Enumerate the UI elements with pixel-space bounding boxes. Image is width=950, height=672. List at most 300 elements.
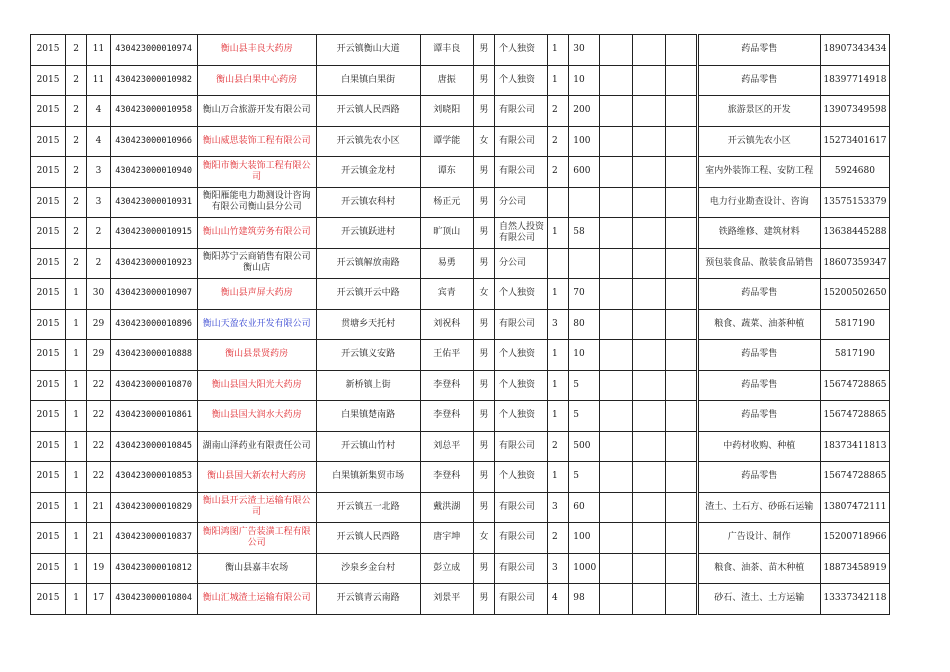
company-name-cell: 衡阳雁能电力勘测设计咨询有限公司衡山县分公司: [197, 187, 316, 218]
year-cell: 2015: [31, 35, 66, 66]
business-scope-cell: 预包装食品、散装食品销售: [697, 248, 820, 279]
company-name-cell: 衡山山竹建筑劳务有限公司: [197, 218, 316, 249]
capital-cell: 98: [569, 584, 600, 615]
phone-cell: 13575153379: [820, 187, 889, 218]
table-row: [31, 340, 890, 371]
table-row: [31, 370, 890, 401]
address-cell: 开云镇五一北路: [316, 492, 420, 523]
company-type-cell: 有限公司: [494, 584, 547, 615]
table-row: [31, 187, 890, 218]
table-row: [31, 126, 890, 157]
capital-cell: 10: [569, 65, 600, 96]
company-type-cell: 有限公司: [494, 553, 547, 584]
reg-number-cell: 430423000010853: [110, 462, 197, 493]
business-scope-cell: 粮食、蔬菜、油茶种植: [697, 309, 820, 340]
phone-cell: 18373411813: [820, 431, 889, 462]
capital-cell: 5: [569, 462, 600, 493]
legal-person-cell: 刘晓阳: [420, 96, 473, 127]
day-cell: 2: [87, 248, 110, 279]
phone-cell: 15273401617: [820, 126, 889, 157]
day-cell: 22: [87, 401, 110, 432]
company-type-cell: 分公司: [494, 248, 547, 279]
legal-person-cell: 李登科: [420, 401, 473, 432]
day-cell: 17: [87, 584, 110, 615]
company-name-cell: 衡山县声屏大药房: [197, 279, 316, 310]
business-scope-cell: 药品零售: [697, 401, 820, 432]
capital-cell: 600: [569, 157, 600, 188]
month-cell: 1: [66, 279, 87, 310]
company-name-cell: 衡山县开云渣土运输有限公司: [197, 492, 316, 523]
business-scope-cell: 渣土、土石方、砂砾石运输: [697, 492, 820, 523]
gender-cell: 男: [473, 492, 494, 523]
year-cell: 2015: [31, 523, 66, 554]
day-cell: 19: [87, 553, 110, 584]
reg-number-cell: 430423000010958: [110, 96, 197, 127]
day-cell: 29: [87, 340, 110, 371]
staff-count-cell: [548, 248, 569, 279]
year-cell: 2015: [31, 340, 66, 371]
table-row: [31, 584, 890, 615]
blank-1-cell: [600, 340, 633, 371]
phone-cell: 13337342118: [820, 584, 889, 615]
company-type-cell: 分公司: [494, 187, 547, 218]
staff-count-cell: 2: [548, 157, 569, 188]
blank-3-cell: [665, 309, 697, 340]
blank-3-cell: [665, 65, 697, 96]
table-row: [31, 431, 890, 462]
address-cell: 新桥镇上街: [316, 370, 420, 401]
legal-person-cell: 谭学能: [420, 126, 473, 157]
blank-3-cell: [665, 96, 697, 127]
blank-3-cell: [665, 401, 697, 432]
blank-1-cell: [600, 523, 633, 554]
staff-count-cell: 1: [548, 35, 569, 66]
blank-3-cell: [665, 157, 697, 188]
staff-count-cell: [548, 187, 569, 218]
blank-3-cell: [665, 523, 697, 554]
blank-2-cell: [632, 157, 665, 188]
blank-2-cell: [632, 65, 665, 96]
legal-person-cell: 杨正元: [420, 187, 473, 218]
phone-cell: 13907349598: [820, 96, 889, 127]
legal-person-cell: 刘景平: [420, 584, 473, 615]
month-cell: 1: [66, 523, 87, 554]
blank-1-cell: [600, 462, 633, 493]
blank-3-cell: [665, 35, 697, 66]
legal-person-cell: 谭东: [420, 157, 473, 188]
blank-2-cell: [632, 523, 665, 554]
staff-count-cell: 1: [548, 370, 569, 401]
reg-number-cell: 430423000010931: [110, 187, 197, 218]
company-type-cell: 有限公司: [494, 492, 547, 523]
company-name-cell: 衡山县白果中心药房: [197, 65, 316, 96]
table-row: [31, 218, 890, 249]
year-cell: 2015: [31, 370, 66, 401]
blank-2-cell: [632, 218, 665, 249]
staff-count-cell: 3: [548, 492, 569, 523]
blank-1-cell: [600, 96, 633, 127]
company-type-cell: 个人独资: [494, 340, 547, 371]
staff-count-cell: 3: [548, 309, 569, 340]
blank-3-cell: [665, 431, 697, 462]
phone-cell: 15674728865: [820, 370, 889, 401]
phone-cell: 15200718966: [820, 523, 889, 554]
business-scope-cell: 电力行业勘查设计、咨询: [697, 187, 820, 218]
blank-2-cell: [632, 431, 665, 462]
reg-number-cell: 430423000010974: [110, 35, 197, 66]
staff-count-cell: 4: [548, 584, 569, 615]
day-cell: 21: [87, 492, 110, 523]
day-cell: 11: [87, 65, 110, 96]
table-body: [31, 35, 890, 615]
capital-cell: 100: [569, 126, 600, 157]
blank-2-cell: [632, 279, 665, 310]
year-cell: 2015: [31, 126, 66, 157]
blank-3-cell: [665, 584, 697, 615]
business-scope-cell: 室内外装饰工程、安防工程: [697, 157, 820, 188]
legal-person-cell: 刘祝科: [420, 309, 473, 340]
gender-cell: 男: [473, 553, 494, 584]
gender-cell: 男: [473, 401, 494, 432]
year-cell: 2015: [31, 248, 66, 279]
blank-3-cell: [665, 462, 697, 493]
table-row: [31, 157, 890, 188]
year-cell: 2015: [31, 431, 66, 462]
blank-3-cell: [665, 126, 697, 157]
company-name-cell: 衡山天盈农业开发有限公司: [197, 309, 316, 340]
blank-1-cell: [600, 35, 633, 66]
gender-cell: 男: [473, 248, 494, 279]
address-cell: 白果镇白果街: [316, 65, 420, 96]
year-cell: 2015: [31, 65, 66, 96]
phone-cell: 5924680: [820, 157, 889, 188]
month-cell: 1: [66, 309, 87, 340]
staff-count-cell: 3: [548, 553, 569, 584]
blank-1-cell: [600, 157, 633, 188]
month-cell: 1: [66, 431, 87, 462]
address-cell: 沙泉乡金台村: [316, 553, 420, 584]
day-cell: 4: [87, 96, 110, 127]
staff-count-cell: 2: [548, 523, 569, 554]
phone-cell: 5817190: [820, 309, 889, 340]
day-cell: 4: [87, 126, 110, 157]
phone-cell: 13807472111: [820, 492, 889, 523]
capital-cell: 500: [569, 431, 600, 462]
company-name-cell: 衡阳鸿图广告装潢工程有限公司: [197, 523, 316, 554]
year-cell: 2015: [31, 462, 66, 493]
company-name-cell: 衡山县景贤药房: [197, 340, 316, 371]
gender-cell: 男: [473, 157, 494, 188]
staff-count-cell: 2: [548, 431, 569, 462]
table-row: [31, 523, 890, 554]
table-row: [31, 309, 890, 340]
month-cell: 2: [66, 126, 87, 157]
phone-cell: 18397714918: [820, 65, 889, 96]
phone-cell: 15674728865: [820, 462, 889, 493]
blank-3-cell: [665, 187, 697, 218]
blank-1-cell: [600, 65, 633, 96]
phone-cell: 15674728865: [820, 401, 889, 432]
gender-cell: 男: [473, 96, 494, 127]
blank-1-cell: [600, 431, 633, 462]
day-cell: 22: [87, 431, 110, 462]
staff-count-cell: 2: [548, 126, 569, 157]
day-cell: 11: [87, 35, 110, 66]
blank-1-cell: [600, 279, 633, 310]
address-cell: 白果镇新集贸市场: [316, 462, 420, 493]
business-scope-cell: 砂石、渣土、土方运输: [697, 584, 820, 615]
company-type-cell: 个人独资: [494, 279, 547, 310]
day-cell: 30: [87, 279, 110, 310]
blank-1-cell: [600, 401, 633, 432]
blank-2-cell: [632, 35, 665, 66]
company-name-cell: 衡山县国大润水大药房: [197, 401, 316, 432]
gender-cell: 男: [473, 584, 494, 615]
company-name-cell: 衡山县国大阳光大药房: [197, 370, 316, 401]
address-cell: 贯塘乡天托村: [316, 309, 420, 340]
staff-count-cell: 1: [548, 401, 569, 432]
blank-1-cell: [600, 492, 633, 523]
address-cell: 开云镇开云中路: [316, 279, 420, 310]
reg-number-cell: 430423000010896: [110, 309, 197, 340]
blank-2-cell: [632, 584, 665, 615]
capital-cell: [569, 248, 600, 279]
table-row: [31, 401, 890, 432]
company-type-cell: 有限公司: [494, 309, 547, 340]
reg-number-cell: 430423000010812: [110, 553, 197, 584]
address-cell: 开云镇农科村: [316, 187, 420, 218]
month-cell: 1: [66, 462, 87, 493]
blank-2-cell: [632, 340, 665, 371]
phone-cell: 18907343434: [820, 35, 889, 66]
blank-2-cell: [632, 553, 665, 584]
month-cell: 1: [66, 553, 87, 584]
company-type-cell: 个人独资: [494, 35, 547, 66]
blank-3-cell: [665, 553, 697, 584]
year-cell: 2015: [31, 401, 66, 432]
blank-2-cell: [632, 401, 665, 432]
blank-3-cell: [665, 218, 697, 249]
staff-count-cell: 1: [548, 218, 569, 249]
blank-3-cell: [665, 370, 697, 401]
year-cell: 2015: [31, 96, 66, 127]
blank-3-cell: [665, 340, 697, 371]
table-row: [31, 553, 890, 584]
address-cell: 开云镇金龙村: [316, 157, 420, 188]
gender-cell: 男: [473, 218, 494, 249]
legal-person-cell: 李登科: [420, 462, 473, 493]
business-scope-cell: 铁路维修、建筑材料: [697, 218, 820, 249]
year-cell: 2015: [31, 157, 66, 188]
business-scope-cell: 药品零售: [697, 370, 820, 401]
legal-person-cell: 唐振: [420, 65, 473, 96]
capital-cell: 5: [569, 370, 600, 401]
staff-count-cell: 2: [548, 96, 569, 127]
month-cell: 2: [66, 187, 87, 218]
phone-cell: 15200502650: [820, 279, 889, 310]
year-cell: 2015: [31, 492, 66, 523]
day-cell: 29: [87, 309, 110, 340]
company-name-cell: 衡阳苏宁云商销售有限公司衡山店: [197, 248, 316, 279]
reg-number-cell: 430423000010804: [110, 584, 197, 615]
capital-cell: 70: [569, 279, 600, 310]
blank-2-cell: [632, 492, 665, 523]
legal-person-cell: 王佑平: [420, 340, 473, 371]
year-cell: 2015: [31, 218, 66, 249]
reg-number-cell: 430423000010829: [110, 492, 197, 523]
address-cell: 开云镇跃进村: [316, 218, 420, 249]
business-scope-cell: 药品零售: [697, 340, 820, 371]
staff-count-cell: 1: [548, 462, 569, 493]
business-scope-cell: 药品零售: [697, 35, 820, 66]
business-scope-cell: 开云镇先农小区: [697, 126, 820, 157]
table-row: [31, 96, 890, 127]
reg-number-cell: 430423000010915: [110, 218, 197, 249]
year-cell: 2015: [31, 553, 66, 584]
blank-2-cell: [632, 96, 665, 127]
reg-number-cell: 430423000010845: [110, 431, 197, 462]
table-row: [31, 462, 890, 493]
table-row: [31, 35, 890, 66]
month-cell: 2: [66, 65, 87, 96]
blank-1-cell: [600, 218, 633, 249]
capital-cell: 60: [569, 492, 600, 523]
reg-number-cell: 430423000010966: [110, 126, 197, 157]
address-cell: 开云镇青云南路: [316, 584, 420, 615]
blank-2-cell: [632, 126, 665, 157]
legal-person-cell: 唐宇坤: [420, 523, 473, 554]
reg-number-cell: 430423000010861: [110, 401, 197, 432]
capital-cell: 100: [569, 523, 600, 554]
legal-person-cell: 刘总平: [420, 431, 473, 462]
capital-cell: 10: [569, 340, 600, 371]
blank-1-cell: [600, 126, 633, 157]
reg-number-cell: 430423000010837: [110, 523, 197, 554]
business-scope-cell: 旅游景区的开发: [697, 96, 820, 127]
reg-number-cell: 430423000010888: [110, 340, 197, 371]
business-scope-cell: 药品零售: [697, 279, 820, 310]
address-cell: 开云镇人民西路: [316, 523, 420, 554]
address-cell: 开云镇义安路: [316, 340, 420, 371]
company-type-cell: 有限公司: [494, 431, 547, 462]
blank-1-cell: [600, 553, 633, 584]
capital-cell: 80: [569, 309, 600, 340]
gender-cell: 男: [473, 340, 494, 371]
address-cell: 白果镇楚南路: [316, 401, 420, 432]
gender-cell: 男: [473, 35, 494, 66]
phone-cell: 18607359347: [820, 248, 889, 279]
blank-1-cell: [600, 187, 633, 218]
day-cell: 21: [87, 523, 110, 554]
company-name-cell: 衡山县丰良大药房: [197, 35, 316, 66]
address-cell: 开云镇衡山大道: [316, 35, 420, 66]
gender-cell: 男: [473, 187, 494, 218]
address-cell: 开云镇人民西路: [316, 96, 420, 127]
legal-person-cell: 谭丰良: [420, 35, 473, 66]
company-type-cell: 有限公司: [494, 126, 547, 157]
capital-cell: 30: [569, 35, 600, 66]
business-scope-cell: 药品零售: [697, 65, 820, 96]
reg-number-cell: 430423000010982: [110, 65, 197, 96]
day-cell: 2: [87, 218, 110, 249]
phone-cell: 18873458919: [820, 553, 889, 584]
blank-2-cell: [632, 309, 665, 340]
business-scope-cell: 粮食、油茶、苗木种植: [697, 553, 820, 584]
gender-cell: 男: [473, 309, 494, 340]
registration-table: [30, 34, 890, 615]
company-type-cell: 个人独资: [494, 462, 547, 493]
phone-cell: 13638445288: [820, 218, 889, 249]
capital-cell: [569, 187, 600, 218]
blank-2-cell: [632, 248, 665, 279]
gender-cell: 女: [473, 279, 494, 310]
blank-1-cell: [600, 584, 633, 615]
legal-person-cell: 戴洪湖: [420, 492, 473, 523]
year-cell: 2015: [31, 279, 66, 310]
address-cell: 开云镇解放南路: [316, 248, 420, 279]
company-name-cell: 湖南山泽药业有限责任公司: [197, 431, 316, 462]
legal-person-cell: 李登科: [420, 370, 473, 401]
company-name-cell: 衡山县嘉丰农场: [197, 553, 316, 584]
company-type-cell: 有限公司: [494, 96, 547, 127]
gender-cell: 男: [473, 370, 494, 401]
staff-count-cell: 1: [548, 65, 569, 96]
table-row: [31, 248, 890, 279]
table-row: [31, 65, 890, 96]
reg-number-cell: 430423000010940: [110, 157, 197, 188]
capital-cell: 58: [569, 218, 600, 249]
gender-cell: 男: [473, 431, 494, 462]
phone-cell: 5817190: [820, 340, 889, 371]
business-scope-cell: 药品零售: [697, 462, 820, 493]
legal-person-cell: 宾青: [420, 279, 473, 310]
day-cell: 3: [87, 187, 110, 218]
blank-1-cell: [600, 309, 633, 340]
company-name-cell: 衡山威思装饰工程有限公司: [197, 126, 316, 157]
reg-number-cell: 430423000010870: [110, 370, 197, 401]
legal-person-cell: 彭立成: [420, 553, 473, 584]
month-cell: 1: [66, 370, 87, 401]
capital-cell: 1000: [569, 553, 600, 584]
staff-count-cell: 1: [548, 340, 569, 371]
blank-2-cell: [632, 187, 665, 218]
address-cell: 开云镇先农小区: [316, 126, 420, 157]
company-name-cell: 衡阳市衡大装饰工程有限公司: [197, 157, 316, 188]
day-cell: 22: [87, 370, 110, 401]
day-cell: 3: [87, 157, 110, 188]
gender-cell: 女: [473, 126, 494, 157]
month-cell: 2: [66, 218, 87, 249]
blank-1-cell: [600, 248, 633, 279]
month-cell: 1: [66, 584, 87, 615]
table-row: [31, 279, 890, 310]
month-cell: 1: [66, 401, 87, 432]
month-cell: 2: [66, 96, 87, 127]
reg-number-cell: 430423000010923: [110, 248, 197, 279]
blank-2-cell: [632, 370, 665, 401]
year-cell: 2015: [31, 187, 66, 218]
blank-2-cell: [632, 462, 665, 493]
address-cell: 开云镇山竹村: [316, 431, 420, 462]
legal-person-cell: 旷顶山: [420, 218, 473, 249]
blank-3-cell: [665, 279, 697, 310]
company-type-cell: 个人独资: [494, 370, 547, 401]
capital-cell: 200: [569, 96, 600, 127]
month-cell: 2: [66, 157, 87, 188]
month-cell: 2: [66, 248, 87, 279]
reg-number-cell: 430423000010907: [110, 279, 197, 310]
capital-cell: 5: [569, 401, 600, 432]
